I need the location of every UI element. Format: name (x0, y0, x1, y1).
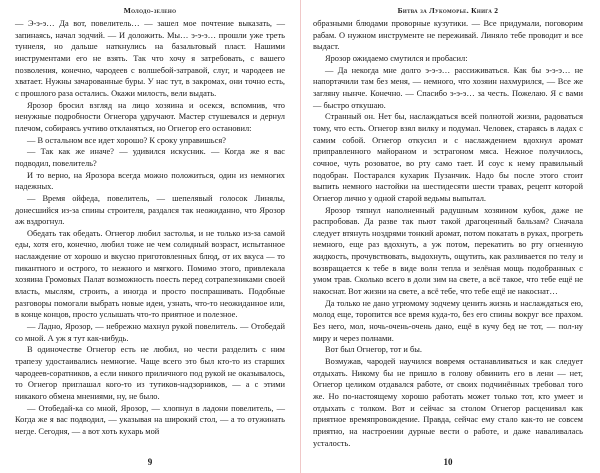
paragraph: — Э-э-э… Да вот, повелитель… — зашел мое почтение выказать, — запинаясь, начал зодчий. — И доложить. Мы… э-э-э… прошли уже треть туннеля, но дальше наткнулись на базальтовый пласт. Нашими инструментами его не взять. Так что хочу я затребовать, с вашего позволения, конечно, чародеев с волшебой-затравой, слуг, и чародеев не хватает. Нужны зачарованные буры. У нас тут, в закромах, они точно есть, с прошлого раза остались. Окажи милость, вели выдать. (15, 19, 285, 98)
left-running-header: Молодо-зелено (123, 6, 177, 15)
paragraph: Ярозор ожидаемо смутился и пробасил: (325, 53, 468, 63)
paragraph: образными блюдами проворные кузутики. — Все придумали, поговорим рабам. О нужном инструменте не переживай. Линяло тебе проводит и все выдаст. (313, 19, 583, 52)
paragraph: Да только не дано угрюмому зодчему ценить жизнь и наслаждаться ею, молод еще, торопится все время куда-то, без его спины вокруг все прахом. Без него, мол, ночь-очень-очень дано, ещё в кучу бед не тот, — пол-ну миру и через полнами. (313, 298, 583, 343)
paragraph: — Ладно, Ярозор, — небрежно махнул рукой повелитель. — Отобедай со мной. А уж я тут как-нибудь. (15, 322, 285, 343)
paragraph: — Отобедай-ка со мной, Ярозор, — хлопнул в ладони повелитель, — Когда же я вас подводил, — указывая на широкий стол, — а то отужинать негде. Сегодня, — а вот хоть кухарь мой (15, 403, 285, 436)
paragraph: И то верно, на Ярозора всегда можно положиться, один из немногих надежных. (15, 170, 285, 192)
left-page (15, 0, 285, 473)
paragraph: В одиночестве Огнегор есть не любил, но чести разделить с ним трапезу удостаивались немногие. Чаще всего это был кто-то из старших чародеев-соратников, а если никого приличного под рукой не оказывалось, то Огнегор приглашал кого-то из тутиков-надзорников, — а с этими никакого обмена мнениями, ну, не было. (15, 345, 285, 401)
paragraph: Возмужав, чародей научился вовремя останавливаться и как следует отдыхать. Никому бы не пришло в голову обвинить его в лени — нет, Огнегор целиком отдавался работе, от своих подчинённых требовал того же. Но по-настоящему хорошо работать может только тот, кто умеет и отдыхать с толком. Вот и сейчас за столом Огнегор расценивал как приятное времяпровождение. Правда, сейчас ему стало как-то не совсем приятно, на настроении дурные вести о работе, и даже наваливалась усталость. (313, 357, 583, 448)
paragraph: Ярозор бросил взгляд на лицо хозяина и осекся, вспомнив, что ненужные подробности Огнегора удручают. Мастер стушевался и дернул плечом, собираясь учтиво откланяться, но Огнегор его остановил: (15, 100, 285, 133)
paragraph: Обедать так обедать. Огнегор любил застолья, и не только из-за самой еды, хотя его, конечно, любил тоже не чем солидный возраст, испытанное наслаждение от хорошо и вкусно приготовленных блюд, от их вкуса — то пикантного и острого, то нежного и мягкого. Помимо этого, привлекала хозяина Громовых Палат возможность поесть перед сотрапезниками своей власть, мыслям, строить, а иногда и просто поспрашивать. Подобные разговоры помогали выбрать новые идеи, узнать, что-то неожиданное или, в конце концов, просто услышать что-то приятное и полезное. (15, 228, 285, 320)
paragraph: Вот был Огнегор, тот и бы. (325, 345, 422, 355)
paragraph: — Так как же иначе? — удивился искусник. — Когда же я вас подводил, повелитель? (15, 147, 285, 168)
paragraph: Странный он. Нет бы, наслаждаться всей полнотой жизни, радоваться тому, что есть. Огнегор взял вилку и подумал. Человек, стараясь в ладах с самим собой. Огнегор откусил и с наслаждением вдохнул аромат приправленного майораном и эстрагоном мяса. Нежное получилось, сочное, чуть розоватое, во рту само тает. И соус к нему правильный подобран. Постарался кухарик Пузанчик. Надо бы после этого стоит выпить немного настойки на шестидесяти шести травах, рецепт которой Огнегор лично у одной старой ведьмы выпытал. (313, 112, 583, 203)
paragraph: Ярозор тяпнул наполненный радушным хозяином кубок, даже не распробовав. Да разве так пьют такой драгоценный бальзам? Сначала следует втянуть ноздрями тонкий аромат, потом покатать в руках, прогреть немного, еще раз вдохнуть, а уж потом, перекатить во рту огненную жидкость, прочувствовать, выдохнуть, ощутить, как разливается по телу и возвращается к тебе в виде волн тепла и зелёная мощь подобранных с умом трав. Сколько всего в доли зим на свете, а всё такое, что тебе ещё не накоснат. Вот жизни на свете, а всё тебе, что тебе ещё не накоснат… (313, 205, 583, 297)
left-page-number: 9 (147, 457, 153, 467)
right-running-header: Битва за Лукоморье. Книга 2 (397, 6, 499, 15)
right-page-number: 10 (443, 457, 453, 467)
left-body-text (15, 18, 285, 438)
page-gutter (300, 0, 301, 473)
right-page (313, 0, 583, 473)
paragraph: — Да некогда мне долго э-э-э… рассиживаться. Как бы э-э-э… не напортачили там без меня, — немного, что хозяин нахмурился, — Все же загляну нынче. Конечно. — Спасибо э-э-э… за честь. Пожелаю. Я с вами — быстро откушаю. (313, 65, 583, 110)
right-body-text (313, 18, 583, 449)
paragraph: — Время ойфеда, повелитель, — шепелявый голосок Линялы, донесшийся из-за спины строителя, раздался так неожиданно, что Ярозор аж вздрогнул. (15, 193, 285, 227)
paragraph: — В остальном все идет хорошо? К сроку управишься? (27, 135, 226, 145)
